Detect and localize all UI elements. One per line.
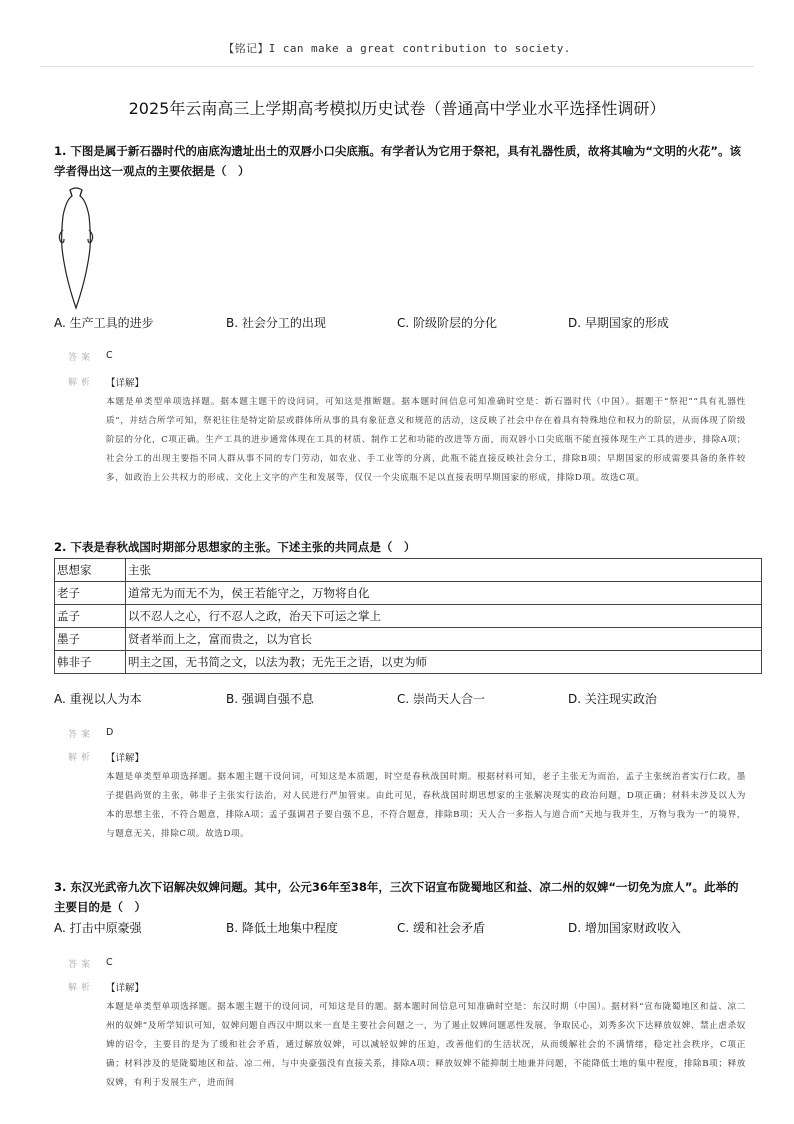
option-a[interactable]: A. 重视以人为本 [54, 692, 142, 706]
table-header-row [55, 559, 762, 582]
option-b[interactable]: B. 强调自强不息 [226, 692, 314, 706]
question-2 [54, 537, 744, 557]
question-3 [54, 877, 744, 917]
option-d[interactable]: D. 增加国家财政收入 [568, 921, 681, 935]
thinkers-table-wrap [54, 558, 744, 674]
question-1-options [54, 314, 744, 332]
table-cell: 孟子 [55, 605, 126, 628]
table-row [55, 651, 762, 674]
question-2-stem: 2. 下表是春秋战国时期部分思想家的主张。下述主张的共同点是（ ） [54, 540, 416, 554]
thinkers-table [54, 558, 762, 674]
table-header-cell: 思想家 [55, 559, 126, 582]
option-c[interactable]: C. 缓和社会矛盾 [397, 921, 486, 935]
question-1 [54, 141, 744, 181]
option-a[interactable]: A. 打击中原豪强 [54, 921, 142, 935]
option-a[interactable]: A. 生产工具的进步 [54, 316, 154, 330]
option-b[interactable]: B. 社会分工的出现 [226, 316, 326, 330]
option-c[interactable]: C. 阶级阶层的分化 [397, 316, 498, 330]
question-3-options [54, 919, 744, 937]
answer-label: 答案 [68, 730, 95, 740]
table-row [55, 582, 762, 605]
answer-value: D [106, 727, 114, 738]
option-c[interactable]: C. 崇尚天人合一 [397, 692, 486, 706]
answer-value: C [106, 350, 113, 361]
question-2-options [54, 690, 744, 708]
explanation-text: 本题是单类型单项选择题。据本题主题干设问词，可知这是本质题，时空是春秋战国时期。根据材料可知，老子主张无为而治，孟子主张统治者实行仁政，墨子提倡尚贤的主张，韩非子主张实行法治，对人民进行严加管束。由此可见，春秋战国时期思想家的主张解决现实的政治问题，D项正确；材料未涉及以人为本的思想主张，不符合题意，排除A项；孟子强调君子要自强不息，不符合题意，排除B项；天人合一多指人与道合而“天地与我并生，万物与我为一”的境界，与题意无关，排除C项。故选D项。 [106, 772, 746, 839]
table-cell: 墨子 [55, 628, 126, 651]
table-cell: 以不忍人之心，行不忍人之政，治天下可运之掌上 [126, 605, 762, 628]
question-3-explanation [54, 980, 744, 1093]
page-motto: 【铭记】I can make a great contribution to society. [223, 42, 571, 55]
explanation-label: 解析 [68, 983, 95, 993]
question-2-explanation [54, 750, 744, 844]
option-d[interactable]: D. 早期国家的形成 [568, 316, 669, 330]
table-cell: 贤者举而上之，富而贵之，以为官长 [126, 628, 762, 651]
explanation-label: 解析 [68, 378, 95, 388]
table-header-cell: 主张 [126, 559, 762, 582]
explanation-text: 本题是单类型单项选择题。据本题主题干的设问词，可知这是目的题。据本题时间信息可知准确时空是：东汉时期（中国）。据材料“宣布陇蜀地区和益、凉二州的奴婢”及所学知识可知，奴婢问题自西汉中期以来一直是主要社会问题之一，为了遏止奴婢问题恶性发展，争取民心，刘秀多次下达释放奴婢、禁止虐杀奴婢的诏令，主要目的是为了缓和社会矛盾，通过解放奴婢，可以减轻奴婢的压迫，改善他们的生活状况，从而缓解社会的不满情绪，稳定社会秩序，C项正确；材料涉及的是陇蜀地区和益、凉二州，与中央豪强没有直接关系，排除A项；释放奴婢不能抑制土地兼并问题，不能降低土地的集中程度，排除B项；释放奴婢，有利于发展生产，进而间 [106, 1002, 746, 1088]
exam-title: 2025年云南高三上学期高考模拟历史试卷（普通高中学业水平选择性调研） [128, 99, 666, 118]
question-1-explanation [54, 375, 744, 488]
table-cell: 明主之国，无书简之文，以法为教；无先王之语，以吏为师 [126, 651, 762, 674]
answer-label: 答案 [68, 960, 95, 970]
answer-label: 答案 [68, 353, 95, 363]
answer-value: C [106, 957, 113, 968]
table-cell: 韩非子 [55, 651, 126, 674]
explanation-label: 解析 [68, 753, 95, 763]
table-cell: 道常无为而无不为，侯王若能守之，万物将自化 [126, 582, 762, 605]
detail-heading: 【详解】 [106, 378, 145, 389]
table-row [55, 605, 762, 628]
vase-illustration [56, 186, 96, 312]
explanation-text: 本题是单类型单项选择题。据本题主题干的设问词，可知这是推断题。据本题时间信息可知准确时空是：新石器时代（中国）。据题干“祭祀”“具有礼器性质”，并结合所学可知，祭祀往往是特定阶层或群体所从事的具有象征意义和规范的活动，这反映了社会中存在着具有特殊地位和权力的阶层，从而体现了阶级阶层的分化，C项正确。生产工具的进步通常体现在工具的材质、制作工艺和功能的改进等方面，而双唇小口尖底瓶不能直接体现生产工具的进步，排除A项；社会分工的出现主要指不同人群从事不同的专门劳动，如农业、手工业等的分离，此瓶不能直接反映社会分工，排除B项；早期国家的形成需要具备的条件较多，如政治上公共权力的形成、文化上文字的产生和发展等，仅仅一个尖底瓶不足以直接表明早期国家的形成，排除D项。故选C项。 [106, 397, 746, 483]
question-3-stem: 3. 东汉光武帝九次下诏解决奴婢问题。其中，公元36年至38年，三次下诏宣布陇蜀地区和益、凉二州的奴婢“一切免为庶人”。此举的主要目的是（ ） [54, 880, 739, 914]
question-1-stem: 1. 下图是属于新石器时代的庙底沟遗址出土的双唇小口尖底瓶。有学者认为它用于祭祀，具有礼器性质，故将其喻为“文明的火花”。该学者得出这一观点的主要依据是（ ） [54, 144, 741, 178]
option-d[interactable]: D. 关注现实政治 [568, 692, 657, 706]
option-b[interactable]: B. 降低土地集中程度 [226, 921, 338, 935]
header-divider [40, 66, 754, 67]
detail-heading: 【详解】 [106, 753, 145, 764]
table-row [55, 628, 762, 651]
detail-heading: 【详解】 [106, 983, 145, 994]
table-cell: 老子 [55, 582, 126, 605]
